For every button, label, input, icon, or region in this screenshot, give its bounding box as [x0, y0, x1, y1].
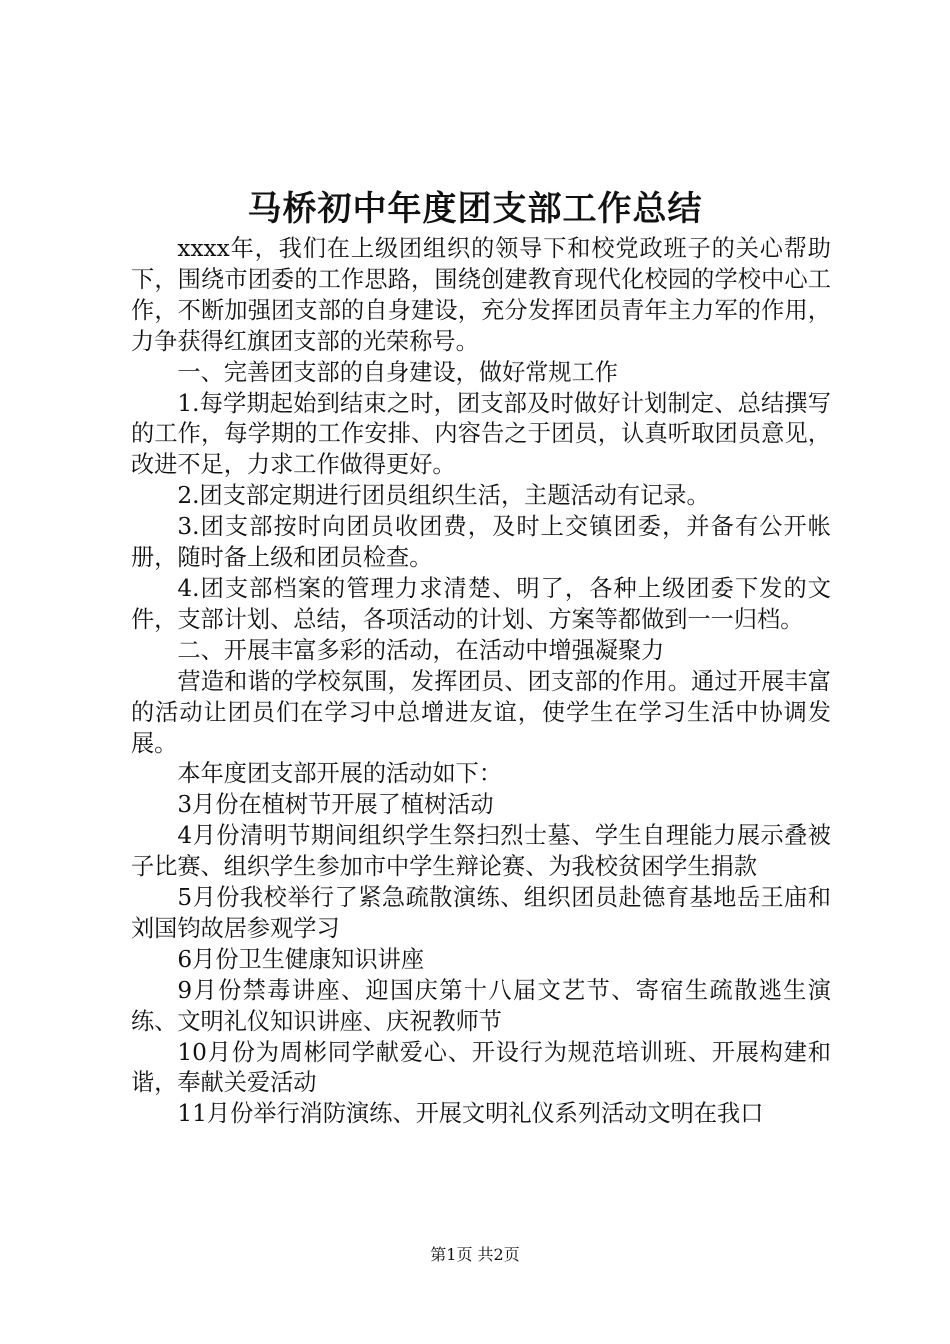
activity-item: 3月份在植树节开展了植树活动: [177, 791, 494, 819]
document-title: 马桥初中年度团支部工作总结: [247, 189, 703, 229]
paragraph: xxxx年，我们在上级团组织的领导下和校党政班子的关心帮助下，围绕市团委的工作思路，围绕创建教育现代化校园的学校中心工作，不断加强团支部的自身建设，充分发挥团员青年主力军的作用，力争获得红旗团支部的光荣称号。: [131, 235, 831, 355]
activity-item: 5月份我校举行了紧急疏散演练、组织团员赴德育基地岳王庙和刘国钧故居参观学习: [131, 884, 831, 942]
paragraph: 3.团支部按时向团员收团费，及时上交镇团委，并备有公开帐册，随时备上级和团员检查。: [131, 513, 831, 572]
paragraph: 本年度团支部开展的活动如下：: [177, 760, 503, 788]
activity-item: 6月份卫生健康知识讲座: [177, 945, 425, 973]
paragraph: 1.每学期起始到结束之时，团支部及时做好计划制定、总结撰写的工作，每学期的工作安排、内容告之于团员，认真听取团员意见，改进不足，力求工作做得更好。: [131, 389, 831, 479]
activity-item: 10月份为周彬同学献爱心、开设行为规范培训班、开展构建和谐，奉献关爱活动: [131, 1038, 831, 1097]
activity-item: 4月份清明节期间组织学生祭扫烈士墓、学生自理能力展示叠被子比赛、组织学生参加市中学生辩论赛、为我校贫困学生捐款: [131, 822, 831, 881]
section-heading: 一、完善团支部的自身建设，做好常规工作: [177, 358, 618, 386]
paragraph: 4.团支部档案的管理力求清楚、明了，各种上级团委下发的文件，支部计划、总结，各项活动的计划、方案等都做到一一归档。: [131, 574, 831, 633]
page-number-footer: 第1页 共2页: [430, 1245, 520, 1264]
paragraph: 2.团支部定期进行团员组织生活，主题活动有记录。: [177, 482, 710, 510]
document-body: [131, 234, 831, 1130]
activity-item: 9月份禁毒讲座、迎国庆第十八届文艺节、寄宿生疏散逃生演练、文明礼仪知识讲座、庆祝教师节: [131, 976, 831, 1035]
section-heading: 二、开展丰富多彩的活动，在活动中增强凝聚力: [177, 636, 665, 664]
activity-item: 11月份举行消防演练、开展文明礼仪系列活动文明在我口: [177, 1100, 764, 1128]
paragraph: 营造和谐的学校氛围，发挥团员、团支部的作用。通过开展丰富的活动让团员们在学习中总增进友谊，使学生在学习生活中协调发展。: [131, 667, 831, 757]
